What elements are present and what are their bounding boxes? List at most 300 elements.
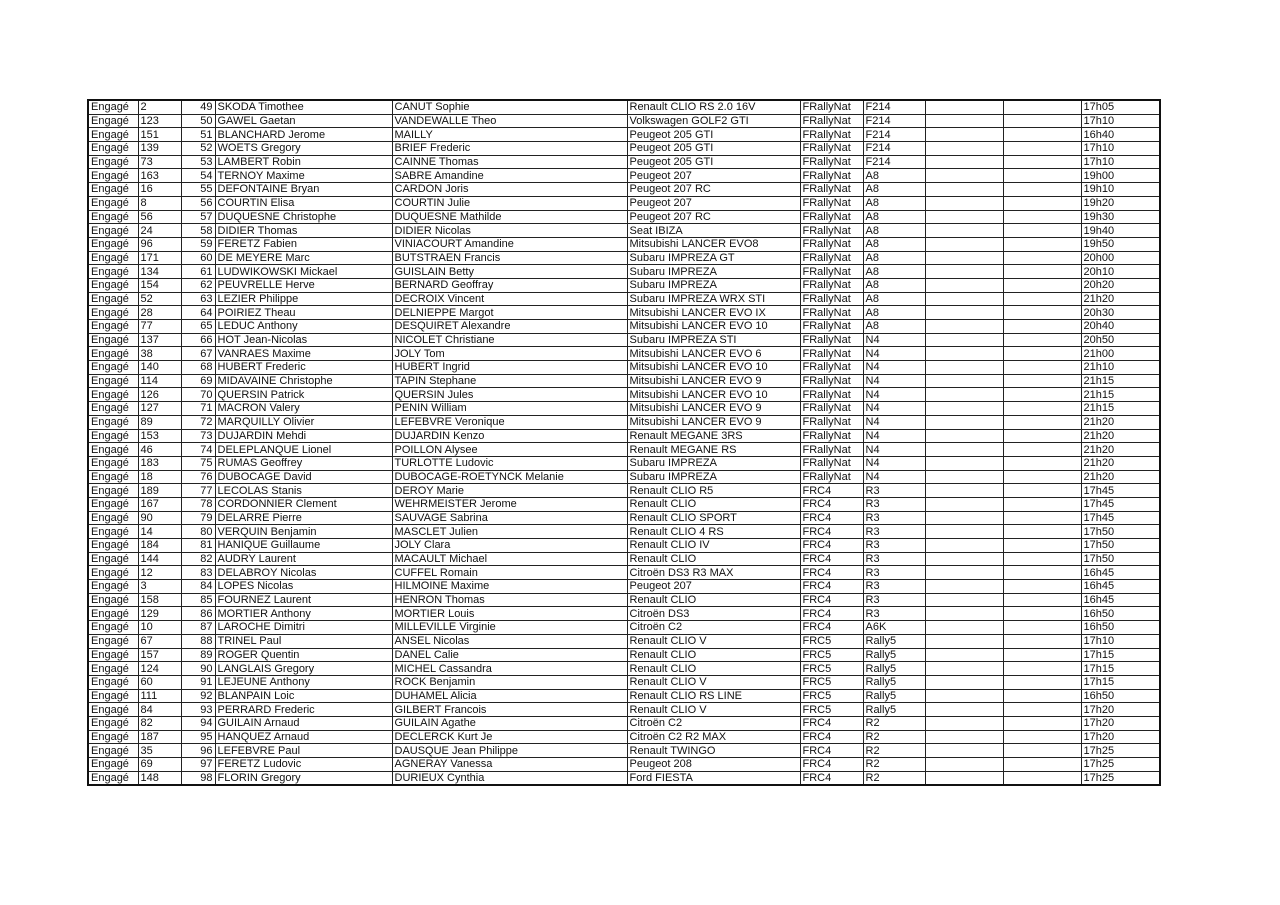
cell-class: R3: [863, 484, 925, 498]
cell-co-driver: GUISLAIN Betty: [392, 265, 627, 279]
cell-blank-a: [925, 347, 1003, 361]
table-row: [88, 251, 1160, 265]
cell-race-number: 98: [181, 771, 215, 785]
cell-class: R2: [863, 771, 925, 785]
cell-status: Engagé: [88, 114, 138, 128]
cell-blank-a: [925, 716, 1003, 730]
cell-status: Engagé: [88, 210, 138, 224]
cell-class: F214: [863, 155, 925, 169]
cell-championship: FRallyNat: [800, 196, 863, 210]
cell-status: Engagé: [88, 306, 138, 320]
cell-championship: FRallyNat: [800, 333, 863, 347]
cell-blank-b: [1003, 333, 1081, 347]
cell-blank-a: [925, 443, 1003, 457]
cell-championship: FRC4: [800, 525, 863, 539]
cell-driver: LAROCHE Dimitri: [215, 621, 392, 635]
cell-blank-a: [925, 128, 1003, 142]
cell-championship: FRC5: [800, 662, 863, 676]
cell-championship: FRallyNat: [800, 374, 863, 388]
cell-start-time: 20h10: [1081, 265, 1160, 279]
cell-co-driver: DUQUESNE Mathilde: [392, 210, 627, 224]
cell-start-time: 17h45: [1081, 511, 1160, 525]
cell-co-driver: CANUT Sophie: [392, 100, 627, 114]
cell-start-time: 21h20: [1081, 292, 1160, 306]
cell-class: A8: [863, 292, 925, 306]
cell-race-number: 97: [181, 758, 215, 772]
cell-race-number: 95: [181, 730, 215, 744]
cell-start-time: 16h50: [1081, 689, 1160, 703]
cell-blank-b: [1003, 511, 1081, 525]
cell-status: Engagé: [88, 771, 138, 785]
cell-blank-a: [925, 771, 1003, 785]
cell-blank-a: [925, 566, 1003, 580]
cell-co-driver: CUFFEL Romain: [392, 566, 627, 580]
cell-class: R2: [863, 744, 925, 758]
cell-co-driver: QUERSIN Jules: [392, 388, 627, 402]
cell-championship: FRC4: [800, 771, 863, 785]
cell-driver: DEFONTAINE Bryan: [215, 183, 392, 197]
cell-championship: FRallyNat: [800, 169, 863, 183]
cell-race-number: 62: [181, 278, 215, 292]
cell-driver: MARQUILLY Olivier: [215, 415, 392, 429]
cell-blank-b: [1003, 224, 1081, 238]
cell-car: Renault CLIO RS LINE: [627, 689, 800, 703]
cell-entry-id: 28: [138, 306, 181, 320]
cell-class: R2: [863, 758, 925, 772]
table-row: [88, 456, 1160, 470]
cell-car: Mitsubishi LANCER EVO 10: [627, 361, 800, 375]
cell-race-number: 75: [181, 456, 215, 470]
cell-championship: FRC5: [800, 634, 863, 648]
cell-class: R3: [863, 525, 925, 539]
cell-car: Subaru IMPREZA: [627, 470, 800, 484]
cell-class: Rally5: [863, 662, 925, 676]
cell-entry-id: 126: [138, 388, 181, 402]
cell-co-driver: AGNERAY Vanessa: [392, 758, 627, 772]
cell-class: A8: [863, 169, 925, 183]
cell-start-time: 17h15: [1081, 675, 1160, 689]
cell-championship: FRC4: [800, 566, 863, 580]
cell-car: Peugeot 205 GTI: [627, 128, 800, 142]
cell-blank-a: [925, 224, 1003, 238]
cell-championship: FRallyNat: [800, 470, 863, 484]
cell-car: Subaru IMPREZA GT: [627, 251, 800, 265]
cell-car: Peugeot 208: [627, 758, 800, 772]
cell-car: Peugeot 207: [627, 196, 800, 210]
cell-entry-id: 151: [138, 128, 181, 142]
cell-race-number: 55: [181, 183, 215, 197]
cell-race-number: 77: [181, 484, 215, 498]
cell-blank-b: [1003, 100, 1081, 114]
cell-driver: FERETZ Fabien: [215, 237, 392, 251]
table-row: [88, 662, 1160, 676]
cell-blank-a: [925, 374, 1003, 388]
cell-championship: FRallyNat: [800, 361, 863, 375]
cell-blank-b: [1003, 402, 1081, 416]
cell-co-driver: HUBERT Ingrid: [392, 361, 627, 375]
cell-co-driver: TURLOTTE Ludovic: [392, 456, 627, 470]
cell-entry-id: 10: [138, 621, 181, 635]
cell-blank-a: [925, 100, 1003, 114]
table-row: [88, 566, 1160, 580]
cell-class: R3: [863, 511, 925, 525]
cell-championship: FRallyNat: [800, 306, 863, 320]
cell-car: Mitsubishi LANCER EVO 9: [627, 402, 800, 416]
cell-entry-id: 139: [138, 142, 181, 156]
table-row: [88, 183, 1160, 197]
cell-race-number: 85: [181, 593, 215, 607]
cell-entry-id: 52: [138, 292, 181, 306]
cell-class: R3: [863, 580, 925, 594]
cell-car: Renault TWINGO: [627, 744, 800, 758]
cell-start-time: 21h20: [1081, 415, 1160, 429]
cell-status: Engagé: [88, 237, 138, 251]
cell-entry-id: 12: [138, 566, 181, 580]
cell-co-driver: DAUSQUE Jean Philippe: [392, 744, 627, 758]
cell-co-driver: CARDON Joris: [392, 183, 627, 197]
cell-class: R3: [863, 552, 925, 566]
cell-driver: MACRON Valery: [215, 402, 392, 416]
table-row: [88, 511, 1160, 525]
cell-entry-id: 129: [138, 607, 181, 621]
table-row: [88, 634, 1160, 648]
cell-start-time: 17h20: [1081, 716, 1160, 730]
cell-co-driver: DANEL Calie: [392, 648, 627, 662]
cell-class: Rally5: [863, 648, 925, 662]
cell-co-driver: NICOLET Christiane: [392, 333, 627, 347]
cell-blank-a: [925, 511, 1003, 525]
cell-status: Engagé: [88, 470, 138, 484]
cell-blank-a: [925, 497, 1003, 511]
cell-start-time: 21h20: [1081, 429, 1160, 443]
table-row: [88, 552, 1160, 566]
cell-co-driver: MORTIER Louis: [392, 607, 627, 621]
cell-race-number: 58: [181, 224, 215, 238]
cell-driver: LEJEUNE Anthony: [215, 675, 392, 689]
cell-class: N4: [863, 361, 925, 375]
cell-class: R3: [863, 497, 925, 511]
cell-blank-a: [925, 142, 1003, 156]
cell-blank-b: [1003, 251, 1081, 265]
cell-race-number: 71: [181, 402, 215, 416]
cell-start-time: 17h50: [1081, 552, 1160, 566]
cell-driver: SKODA Timothee: [215, 100, 392, 114]
cell-entry-id: 134: [138, 265, 181, 279]
table-row: [88, 306, 1160, 320]
cell-entry-id: 2: [138, 100, 181, 114]
cell-status: Engagé: [88, 183, 138, 197]
cell-entry-id: 158: [138, 593, 181, 607]
cell-status: Engagé: [88, 484, 138, 498]
cell-blank-b: [1003, 744, 1081, 758]
cell-car: Citroën DS3: [627, 607, 800, 621]
cell-blank-a: [925, 251, 1003, 265]
cell-championship: FRallyNat: [800, 429, 863, 443]
cell-driver: AUDRY Laurent: [215, 552, 392, 566]
cell-blank-a: [925, 580, 1003, 594]
cell-car: Renault CLIO 4 RS: [627, 525, 800, 539]
cell-driver: BLANCHARD Jerome: [215, 128, 392, 142]
cell-start-time: 21h00: [1081, 347, 1160, 361]
table-row: [88, 128, 1160, 142]
cell-blank-a: [925, 744, 1003, 758]
table-row: [88, 169, 1160, 183]
cell-status: Engagé: [88, 142, 138, 156]
cell-blank-a: [925, 703, 1003, 717]
cell-car: Subaru IMPREZA: [627, 278, 800, 292]
table-row: [88, 374, 1160, 388]
cell-championship: FRC4: [800, 539, 863, 553]
cell-co-driver: MAILLY: [392, 128, 627, 142]
cell-driver: GAWEL Gaetan: [215, 114, 392, 128]
cell-status: Engagé: [88, 169, 138, 183]
cell-championship: FRallyNat: [800, 224, 863, 238]
cell-race-number: 87: [181, 621, 215, 635]
cell-race-number: 72: [181, 415, 215, 429]
cell-start-time: 17h10: [1081, 155, 1160, 169]
cell-blank-a: [925, 593, 1003, 607]
cell-driver: DUQUESNE Christophe: [215, 210, 392, 224]
cell-blank-a: [925, 758, 1003, 772]
cell-championship: FRallyNat: [800, 320, 863, 334]
cell-co-driver: DESQUIRET Alexandre: [392, 320, 627, 334]
table-row: [88, 292, 1160, 306]
cell-status: Engagé: [88, 155, 138, 169]
cell-status: Engagé: [88, 333, 138, 347]
cell-co-driver: GILBERT Francois: [392, 703, 627, 717]
table-row: [88, 484, 1160, 498]
cell-blank-b: [1003, 525, 1081, 539]
cell-blank-b: [1003, 566, 1081, 580]
cell-championship: FRallyNat: [800, 100, 863, 114]
cell-entry-id: 56: [138, 210, 181, 224]
table-row: [88, 237, 1160, 251]
cell-driver: DUBOCAGE David: [215, 470, 392, 484]
cell-car: Mitsubishi LANCER EVO8: [627, 237, 800, 251]
cell-entry-id: 153: [138, 429, 181, 443]
cell-driver: LEDUC Anthony: [215, 320, 392, 334]
cell-blank-a: [925, 675, 1003, 689]
cell-championship: FRC4: [800, 511, 863, 525]
cell-race-number: 73: [181, 429, 215, 443]
cell-entry-id: 123: [138, 114, 181, 128]
table-row: [88, 415, 1160, 429]
cell-entry-id: 24: [138, 224, 181, 238]
cell-class: F214: [863, 100, 925, 114]
cell-championship: FRallyNat: [800, 443, 863, 457]
cell-blank-a: [925, 415, 1003, 429]
cell-entry-id: 16: [138, 183, 181, 197]
cell-car: Mitsubishi LANCER EVO IX: [627, 306, 800, 320]
cell-status: Engagé: [88, 621, 138, 635]
cell-start-time: 17h15: [1081, 648, 1160, 662]
cell-entry-id: 90: [138, 511, 181, 525]
cell-status: Engagé: [88, 347, 138, 361]
cell-car: Ford FIESTA: [627, 771, 800, 785]
cell-start-time: 20h20: [1081, 278, 1160, 292]
cell-car: Citroën C2 R2 MAX: [627, 730, 800, 744]
cell-blank-b: [1003, 320, 1081, 334]
cell-car: Peugeot 207: [627, 169, 800, 183]
cell-status: Engagé: [88, 607, 138, 621]
table-row: [88, 497, 1160, 511]
cell-entry-id: 96: [138, 237, 181, 251]
cell-blank-a: [925, 689, 1003, 703]
table-row: [88, 539, 1160, 553]
cell-driver: HOT Jean-Nicolas: [215, 333, 392, 347]
cell-race-number: 96: [181, 744, 215, 758]
cell-championship: FRallyNat: [800, 183, 863, 197]
cell-start-time: 21h15: [1081, 374, 1160, 388]
table-row: [88, 771, 1160, 785]
cell-driver: FLORIN Gregory: [215, 771, 392, 785]
cell-championship: FRallyNat: [800, 251, 863, 265]
cell-driver: LEFEBVRE Paul: [215, 744, 392, 758]
cell-status: Engagé: [88, 320, 138, 334]
cell-blank-b: [1003, 388, 1081, 402]
cell-class: A8: [863, 265, 925, 279]
cell-championship: FRallyNat: [800, 237, 863, 251]
cell-championship: FRC5: [800, 689, 863, 703]
cell-class: A8: [863, 224, 925, 238]
table-row: [88, 621, 1160, 635]
cell-race-number: 56: [181, 196, 215, 210]
cell-co-driver: DECROIX Vincent: [392, 292, 627, 306]
cell-entry-id: 184: [138, 539, 181, 553]
cell-car: Peugeot 207 RC: [627, 183, 800, 197]
cell-blank-a: [925, 429, 1003, 443]
cell-driver: MIDAVAINE Christophe: [215, 374, 392, 388]
cell-entry-id: 154: [138, 278, 181, 292]
cell-blank-a: [925, 730, 1003, 744]
cell-status: Engagé: [88, 402, 138, 416]
cell-car: Mitsubishi LANCER EVO 9: [627, 374, 800, 388]
cell-race-number: 84: [181, 580, 215, 594]
cell-co-driver: MACAULT Michael: [392, 552, 627, 566]
cell-driver: COURTIN Elisa: [215, 196, 392, 210]
cell-start-time: 19h20: [1081, 196, 1160, 210]
table-row: [88, 196, 1160, 210]
table-row: [88, 607, 1160, 621]
cell-driver: FERETZ Ludovic: [215, 758, 392, 772]
cell-entry-id: 144: [138, 552, 181, 566]
cell-status: Engagé: [88, 278, 138, 292]
cell-championship: FRC4: [800, 497, 863, 511]
cell-start-time: 17h05: [1081, 100, 1160, 114]
cell-co-driver: DUJARDIN Kenzo: [392, 429, 627, 443]
cell-championship: FRC4: [800, 593, 863, 607]
cell-start-time: 21h10: [1081, 361, 1160, 375]
cell-co-driver: DUBOCAGE-ROETYNCK Melanie: [392, 470, 627, 484]
cell-start-time: 17h15: [1081, 662, 1160, 676]
cell-co-driver: ANSEL Nicolas: [392, 634, 627, 648]
cell-start-time: 21h20: [1081, 470, 1160, 484]
cell-car: Renault CLIO IV: [627, 539, 800, 553]
cell-championship: FRallyNat: [800, 456, 863, 470]
cell-race-number: 93: [181, 703, 215, 717]
cell-championship: FRC4: [800, 744, 863, 758]
cell-driver: POIRIEZ Theau: [215, 306, 392, 320]
cell-driver: QUERSIN Patrick: [215, 388, 392, 402]
cell-car: Renault CLIO: [627, 648, 800, 662]
cell-entry-id: 46: [138, 443, 181, 457]
cell-blank-b: [1003, 415, 1081, 429]
cell-car: Renault MEGANE 3RS: [627, 429, 800, 443]
cell-blank-b: [1003, 689, 1081, 703]
cell-driver: LAMBERT Robin: [215, 155, 392, 169]
cell-blank-a: [925, 621, 1003, 635]
cell-championship: FRC5: [800, 675, 863, 689]
cell-start-time: 19h10: [1081, 183, 1160, 197]
cell-championship: FRC5: [800, 703, 863, 717]
cell-blank-a: [925, 306, 1003, 320]
cell-class: F214: [863, 142, 925, 156]
cell-driver: LECOLAS Stanis: [215, 484, 392, 498]
cell-class: N4: [863, 388, 925, 402]
cell-entry-id: 137: [138, 333, 181, 347]
cell-championship: FRallyNat: [800, 142, 863, 156]
cell-blank-b: [1003, 278, 1081, 292]
cell-driver: LEZIER Philippe: [215, 292, 392, 306]
cell-entry-id: 35: [138, 744, 181, 758]
cell-championship: FRC4: [800, 484, 863, 498]
table-row: [88, 648, 1160, 662]
cell-start-time: 17h50: [1081, 539, 1160, 553]
cell-class: A8: [863, 210, 925, 224]
cell-championship: FRC4: [800, 716, 863, 730]
cell-championship: FRC4: [800, 621, 863, 635]
cell-status: Engagé: [88, 429, 138, 443]
cell-championship: FRC4: [800, 730, 863, 744]
cell-status: Engagé: [88, 552, 138, 566]
cell-blank-b: [1003, 292, 1081, 306]
cell-blank-b: [1003, 593, 1081, 607]
cell-blank-b: [1003, 648, 1081, 662]
cell-start-time: 21h15: [1081, 402, 1160, 416]
table-row: [88, 265, 1160, 279]
cell-car: Peugeot 207 RC: [627, 210, 800, 224]
cell-race-number: 88: [181, 634, 215, 648]
cell-blank-b: [1003, 429, 1081, 443]
cell-co-driver: SABRE Amandine: [392, 169, 627, 183]
cell-status: Engagé: [88, 675, 138, 689]
cell-blank-b: [1003, 580, 1081, 594]
table-row: [88, 470, 1160, 484]
cell-class: Rally5: [863, 703, 925, 717]
cell-driver: LOPES Nicolas: [215, 580, 392, 594]
cell-class: R2: [863, 730, 925, 744]
cell-blank-b: [1003, 758, 1081, 772]
cell-car: Subaru IMPREZA WRX STI: [627, 292, 800, 306]
table-row: [88, 361, 1160, 375]
cell-co-driver: WEHRMEISTER Jerome: [392, 497, 627, 511]
cell-driver: PERRARD Frederic: [215, 703, 392, 717]
cell-class: F214: [863, 114, 925, 128]
cell-status: Engagé: [88, 361, 138, 375]
cell-co-driver: COURTIN Julie: [392, 196, 627, 210]
table-row: [88, 155, 1160, 169]
cell-class: F214: [863, 128, 925, 142]
cell-class: N4: [863, 347, 925, 361]
cell-start-time: 17h25: [1081, 758, 1160, 772]
cell-driver: LUDWIKOWSKI Mickael: [215, 265, 392, 279]
cell-blank-a: [925, 169, 1003, 183]
cell-class: Rally5: [863, 689, 925, 703]
cell-driver: DELARRE Pierre: [215, 511, 392, 525]
cell-blank-b: [1003, 237, 1081, 251]
cell-class: N4: [863, 470, 925, 484]
cell-driver: DELEPLANQUE Lionel: [215, 443, 392, 457]
